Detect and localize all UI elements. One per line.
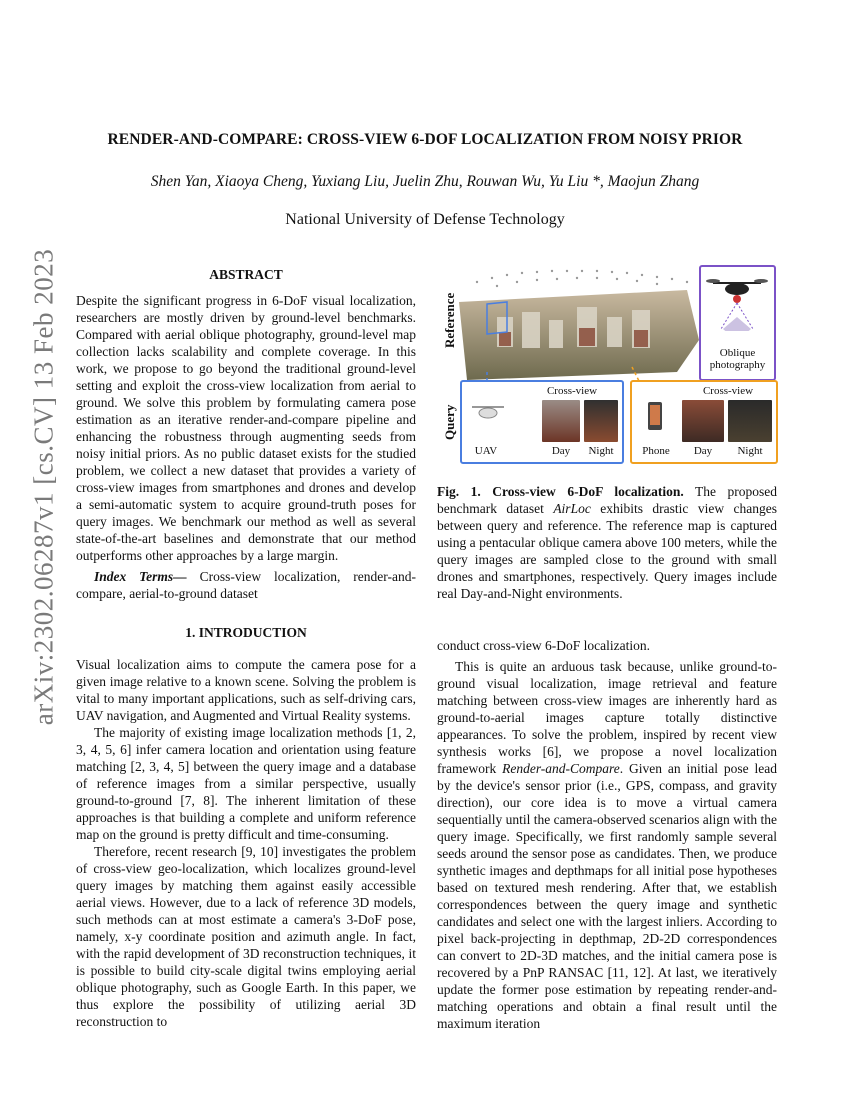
arxiv-id: arXiv:2302.06287v1 [cs.CV] 13 Feb 2023 [28,248,59,726]
night-label-2: Night [737,445,763,457]
cross-view-label-2: Cross-view [702,385,754,397]
phone-day-image [682,400,724,442]
abstract-text: Despite the significant progress in 6-DoF visual localization, researchers are mostly driven by ground-level benchmarks. Compared with aerial oblique photography, ground-level map collection lacks scalability and complete coverage. In this work, we propose to go beyond the traditional ground-level setting and exploit the cross-view localization from aerial to ground. We solve this problem by formulating camera pose estimation as an iterative render-and-compare pipeline and enhancing the robustness through augmenting seeds from noisy initial priors. As no public dataset exists for the studied problem, we collect a new dataset that provides a variety of cross-view images from smartphones and drones and develop a semi-automatic system to acquire ground-truth poses for query images. We benchmark our method as well as several state-of-the-art baselines and demonstrate that our method outperforms other approaches by a large margin. [76,293,416,563]
uav-day-image [542,400,580,442]
day-label-1: Day [551,445,571,457]
right-column-body [437,637,777,1032]
index-terms-label: Index Terms— [94,569,187,584]
right-para-italic: Render-and-Compare [502,761,620,776]
index-terms [76,568,416,602]
continuation-line: conduct cross-view 6-DoF localization. [437,638,650,653]
introduction-body [76,656,416,1030]
phone-label: Phone [642,445,670,457]
caption-label: Fig. 1. [437,484,481,499]
intro-paragraph-2: The majority of existing image localization methods [1, 2, 3, 4, 5, 6] infer camera location and orientation using feature matching [2, 3, 4, 5] between the query image and a database of reference images from a similar perspective, usually ground-to-ground [7, 8]. The inherent limitation of these approaches is that building a complete and uniform reference map on the ground is pretty difficult and time-consuming. [76,725,416,842]
intro-paragraph-1: Visual localization aims to compute the camera pose for a given image relative to a known scene. Solving the problem is vital to many important applications, such as self-driving cars, UAV navigation, and Augmented and Virtual Reality systems. [76,657,416,723]
arxiv-sidebar [28,248,59,726]
affiliation: National University of Defense Technology [285,211,565,228]
query-box-phone [630,380,778,464]
phone-night-image [728,400,772,442]
right-para-post: . Given an initial pose lead by the device's sensor prior (i.e., GPS, compass, and gravity direction), our core idea is to move a virtual camera sequentially until the camera-observed scenarios align with the query image. Specifically, we first randomly sample several seeds around the sensor pose as candidates. Then, we produce synthetic images and depthmaps for all initial pose hypotheses based on textured mesh rendering. After that, we establish correspondences between the query image and synthetic candidates and select one with the largest inliers. According to pixel back-projecting in depthmap, 2D-2D correspondences can convert to 2D-3D matches, and the initial camera pose is recovered by a PnP RANSAC [11, 12]. At last, we iteratively update the former pose estimation by repeating render-and-matching operations and obtain a final result until the maximum iteration [437,761,778,1031]
caption-bold: Cross-view 6-DoF localization. [480,484,684,499]
label-query: Query [442,404,457,440]
figure-1 [437,262,777,468]
phone-icon [640,398,670,438]
right-paragraph [437,658,777,1032]
caption-post: exhibits drastic view changes between query and reference. The reference map is captured using a pentacular oblique camera above 100 meters, while the query images are sampled close to the ground with small drones and smartphones, respectively. Query images include real Day-and-Night environments. [437,501,777,601]
drone-icon [701,271,774,331]
camera-positions [476,270,688,287]
abstract-heading: ABSTRACT [209,267,283,282]
cross-view-label-1: Cross-view [546,385,598,397]
oblique-photography-label: Oblique photography [709,347,766,371]
uav-icon [468,398,508,428]
uav-night-image [584,400,618,442]
introduction-heading: 1. INTRODUCTION [185,625,307,640]
night-label-1: Night [588,445,614,457]
label-reference: Reference [442,292,457,348]
caption-pre: The proposed benchmark dataset [437,484,777,516]
uav-label: UAV [474,445,498,457]
query-box-uav [460,380,624,464]
figure-caption [437,483,777,602]
right-para-pre: This is quite an arduous task because, unlike ground-to-ground visual localization, image retrieval and feature matching between cross-view images are inherently hard as ground-to-aerial images capture totally distinctive appearances. To solve the problem, inspired by recent view synthesis works [6], we propose a novel localization framework [437,659,777,776]
index-terms-text: Cross-view localization, render-and-compare, aerial-to-ground dataset [76,569,416,601]
day-label-2: Day [693,445,713,457]
paper-title: RENDER-AND-COMPARE: CROSS-VIEW 6-DOF LOCALIZATION FROM NOISY PRIOR [107,131,743,148]
caption-italic: AirLoc [553,501,591,516]
oblique-camera-box [699,265,776,381]
author-list: Shen Yan, Xiaoya Cheng, Yuxiang Liu, Juelin Zhu, Rouwan Wu, Yu Liu *, Maojun Zhang [150,173,700,190]
intro-paragraph-3: Therefore, recent research [9, 10] investigates the problem of cross-view geo-localization, which localizes ground-level query images by matching them against easily accessible aerial views. However, due to a lack of reference 3D models, such methods can at most estimate a camera's 3-DoF pose, namely, x-y coordinate position and azimuth angle. In fact, with the rapid development of 3D reconstruction techniques, it is possible to build city-scale digital twins employing aerial oblique photography, such as Google Earth. In this paper, we thus explore the possibility of utilizing aerial 3D reconstruction to [76,844,416,1029]
